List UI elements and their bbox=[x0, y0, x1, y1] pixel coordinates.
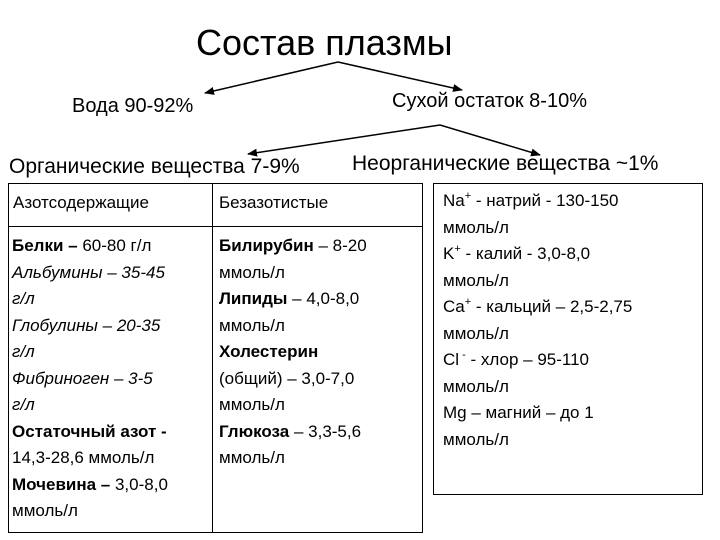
calcium-symbol: Ca bbox=[443, 297, 465, 316]
sodium-text: - натрий - 130-150 bbox=[471, 191, 619, 210]
bilirubin-label: Билирубин bbox=[219, 236, 314, 255]
ions-list bbox=[443, 188, 632, 453]
lipids-label: Липиды bbox=[219, 289, 288, 308]
table-column-divider bbox=[212, 184, 213, 532]
proteins-value: 60-80 г/л bbox=[77, 236, 152, 255]
proteins-label: Белки – bbox=[12, 236, 78, 255]
glucose-value: – 3,3-5,6 bbox=[289, 421, 362, 441]
globulins-line2: г/л bbox=[12, 342, 35, 361]
nonnitrogen-header: Безазотистые bbox=[219, 193, 329, 212]
arrow-to-dry-residue bbox=[338, 62, 462, 90]
arrow-to-inorganic bbox=[440, 125, 540, 155]
glucose-unit: ммоль/л bbox=[219, 448, 285, 467]
page-title: Состав плазмы bbox=[196, 22, 453, 63]
calcium-unit: ммоль/л bbox=[443, 323, 509, 343]
sodium-charge: + bbox=[464, 190, 472, 202]
dry-residue-label: Сухой остаток 8-10% bbox=[392, 90, 587, 112]
nitrogen-list bbox=[12, 233, 168, 525]
cholesterol-value: (общий) – 3,0-7,0 bbox=[219, 368, 355, 388]
globulins-line1: Глобулины – 20-35 bbox=[12, 315, 161, 335]
chloride-unit: ммоль/л bbox=[443, 376, 509, 396]
arrow-to-organic bbox=[248, 125, 440, 154]
potassium-text: - калий - 3,0-8,0 bbox=[460, 244, 591, 263]
fibrinogen-line2: г/л bbox=[12, 395, 35, 414]
magnesium-unit: ммоль/л bbox=[443, 429, 509, 449]
potassium-symbol: K bbox=[443, 244, 455, 263]
potassium-line bbox=[443, 241, 632, 268]
cholesterol-label: Холестерин bbox=[219, 342, 319, 361]
bilirubin-value: – 8-20 bbox=[313, 236, 367, 255]
chloride-text: - хлор – 95-110 bbox=[465, 350, 589, 369]
potassium-charge: + bbox=[454, 243, 461, 255]
sodium-line bbox=[443, 188, 632, 215]
magnesium-line: Mg – магний – до 1 bbox=[443, 403, 594, 422]
sodium-symbol: Na bbox=[443, 191, 465, 210]
calcium-charge: + bbox=[464, 296, 472, 308]
chloride-line bbox=[443, 347, 632, 374]
glucose-label: Глюкоза bbox=[219, 421, 290, 441]
water-label: Вода 90-92% bbox=[72, 95, 194, 117]
chloride-symbol: Cl bbox=[443, 350, 460, 369]
cholesterol-unit: ммоль/л bbox=[219, 395, 285, 414]
residual-nitrogen-label: Остаточный азот - bbox=[12, 421, 167, 441]
potassium-unit: ммоль/л bbox=[443, 270, 509, 290]
inorganic-label: Неорганические вещества ~1% bbox=[352, 152, 659, 175]
calcium-text: - кальций – 2,5-2,75 bbox=[471, 297, 633, 316]
organic-label: Органические вещества 7-9% bbox=[9, 155, 300, 178]
nitrogen-header: Азотсодержащие bbox=[13, 193, 149, 212]
fibrinogen-line1: Фибриноген – 3-5 bbox=[12, 368, 153, 388]
albumins-line2: г/л bbox=[12, 289, 35, 308]
calcium-line bbox=[443, 294, 632, 321]
urea-unit: ммоль/л bbox=[12, 501, 78, 520]
arrow-to-water bbox=[205, 62, 338, 93]
urea-label: Мочевина – bbox=[12, 474, 111, 494]
residual-nitrogen-value: 14,3-28,6 ммоль/л bbox=[12, 448, 155, 467]
albumins-line1: Альбумины – 35-45 bbox=[12, 262, 165, 282]
urea-value: 3,0-8,0 bbox=[110, 474, 168, 494]
sodium-unit: ммоль/л bbox=[443, 217, 509, 237]
lipids-value: – 4,0-8,0 bbox=[287, 289, 360, 308]
chloride-charge: - bbox=[459, 349, 466, 361]
lipids-unit: ммоль/л bbox=[219, 315, 285, 335]
table-header-divider bbox=[9, 226, 422, 227]
bilirubin-unit: ммоль/л bbox=[219, 262, 285, 282]
nonnitrogen-list bbox=[219, 233, 367, 472]
